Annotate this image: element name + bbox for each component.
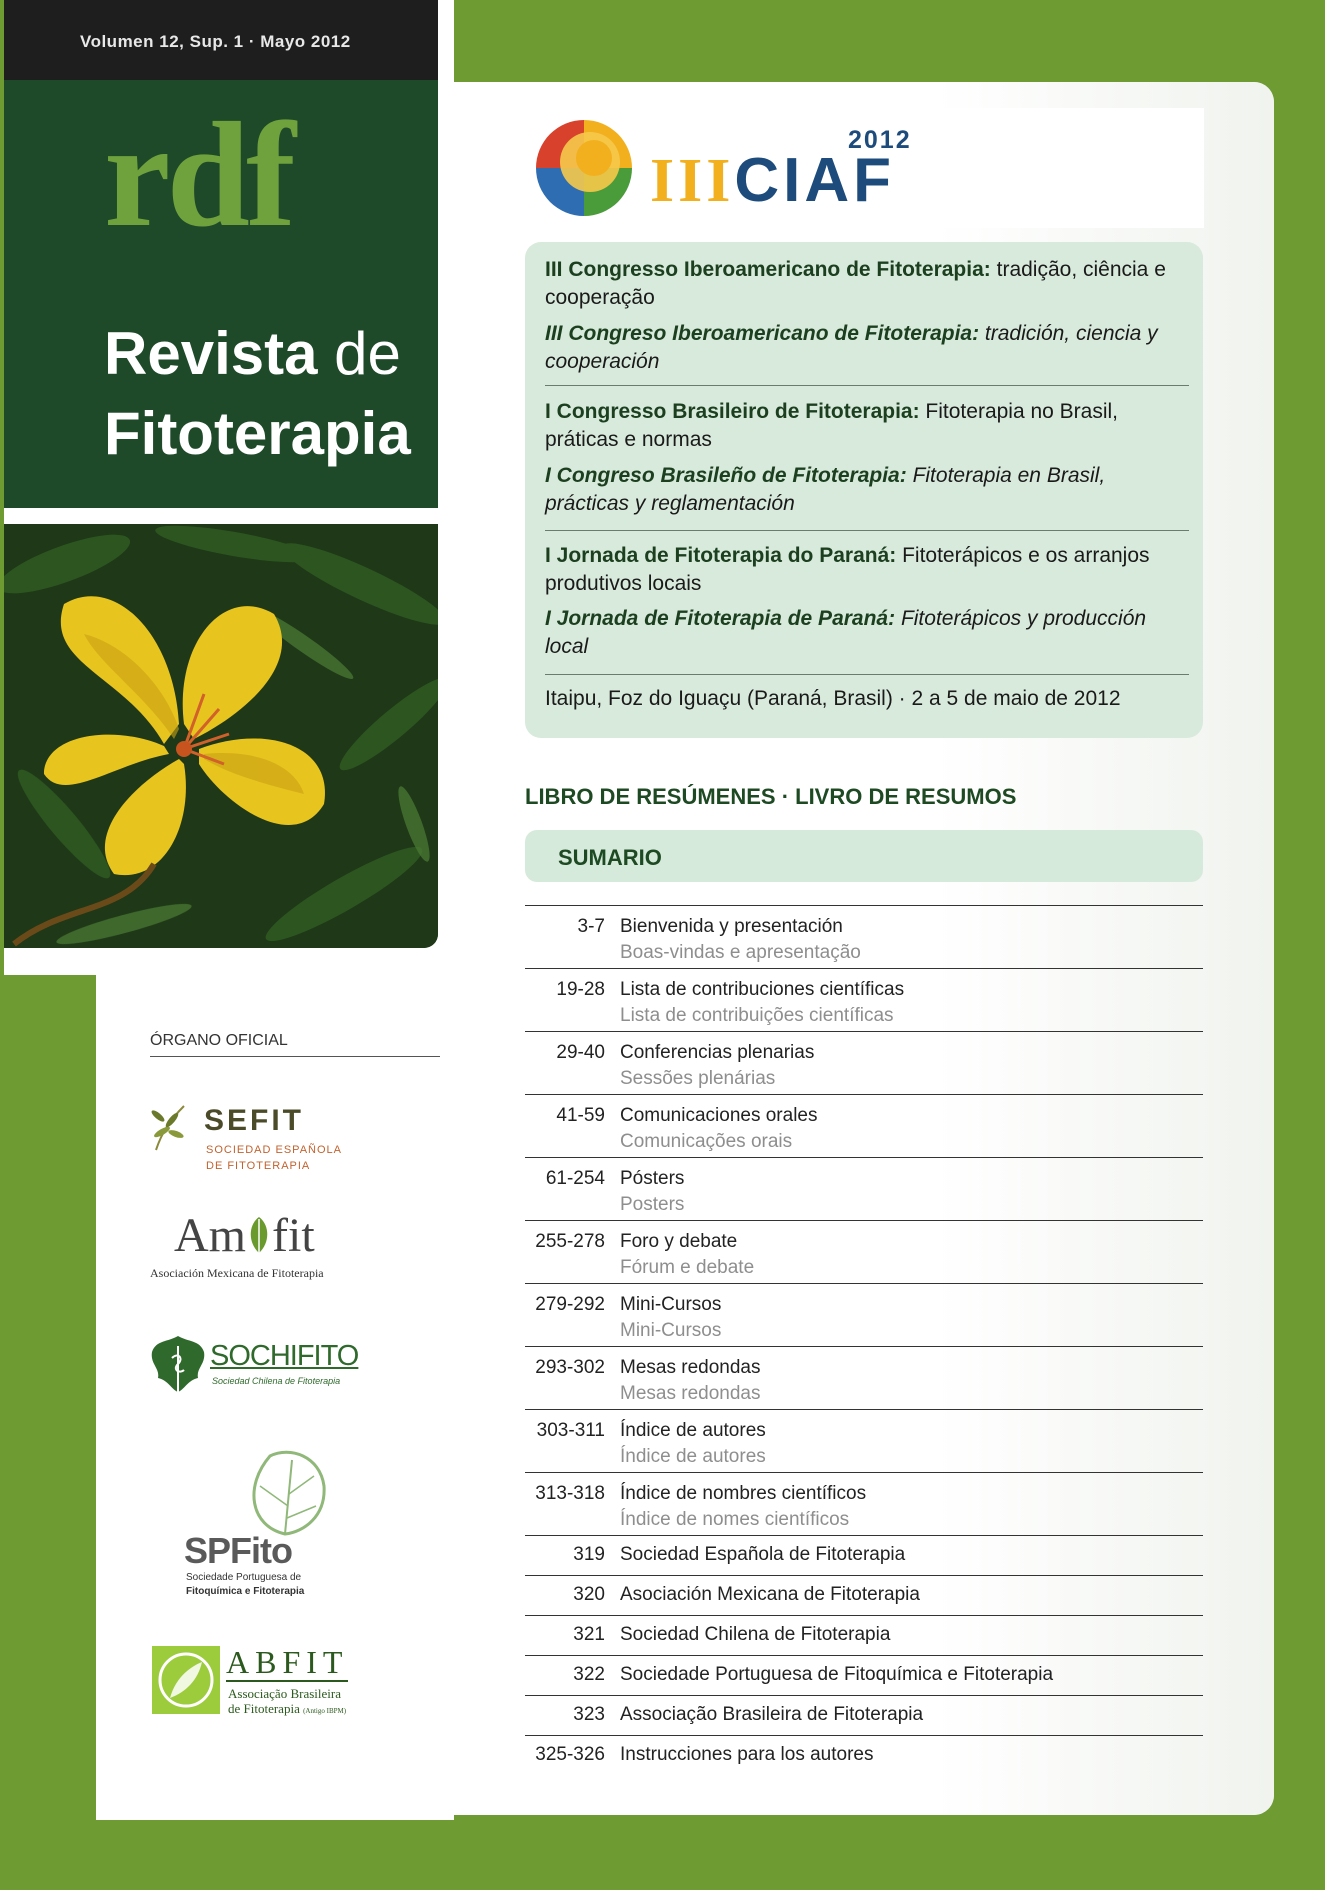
toc-pages: 293-302 xyxy=(535,1357,605,1378)
event-location: Itaipu, Foz do Iguaçu (Paraná, Brasil) · 2 a 5 de maio de 2012 xyxy=(545,687,1121,710)
amefit-name xyxy=(174,1209,315,1262)
toc-title-es: Bienvenida y presentación xyxy=(620,916,843,937)
ciaf-roman: III xyxy=(650,147,735,215)
amefit-sub: Asociación Mexicana de Fitoterapia xyxy=(150,1266,324,1280)
official-organ-label: ÓRGANO OFICIAL xyxy=(150,1032,288,1049)
spfito-name: SPFito xyxy=(184,1530,292,1571)
ciaf-name: CIAF xyxy=(734,146,896,215)
toc-title-es: Comunicaciones orales xyxy=(620,1105,818,1126)
toc-row[interactable] xyxy=(525,1535,1203,1576)
event-3-es-title: I Jornada de Fitoterapia de Paraná: xyxy=(545,607,896,630)
toc-title-es: Associação Brasileira de Fitoterapia xyxy=(620,1704,924,1725)
sefit-sub2: DE FITOTERAPIA xyxy=(206,1160,311,1172)
toc-pages: 255-278 xyxy=(535,1231,605,1252)
toc-title-es: Asociación Mexicana de Fitoterapia xyxy=(620,1584,920,1605)
toc-row[interactable] xyxy=(525,1695,1203,1736)
leaf-outline-icon xyxy=(240,1446,330,1538)
toc-title-es: Mesas redondas xyxy=(620,1357,761,1378)
event-3-es xyxy=(545,605,1195,661)
toc-row[interactable] xyxy=(525,1575,1203,1616)
toc-pages: 29-40 xyxy=(556,1042,605,1063)
masthead-abbr: rdf xyxy=(104,92,292,258)
spfito-logo xyxy=(182,1446,332,1606)
toc-pages: 279-292 xyxy=(535,1294,605,1315)
toc-row[interactable] xyxy=(525,968,1203,1032)
toc-pages: 325-326 xyxy=(535,1744,605,1765)
toc-pages: 19-28 xyxy=(556,979,605,1000)
abfit-sub2-text: de Fitoterapia xyxy=(228,1701,300,1716)
spfito-sub1: Sociedade Portuguesa de xyxy=(186,1572,302,1583)
toc-pages: 323 xyxy=(573,1704,605,1725)
toc-title-es: Sociedade Portuguesa de Fitoquímica e Fitoterapia xyxy=(620,1664,1054,1685)
toc-title-es: Lista de contribuciones científicas xyxy=(620,979,905,1000)
toc-title-es: Instrucciones para los autores xyxy=(620,1744,874,1765)
event-divider xyxy=(545,530,1189,531)
amefit-name-a: Am xyxy=(174,1209,246,1262)
toc-pages: 322 xyxy=(573,1664,605,1685)
event-1-es-rest: tradición, ciencia y xyxy=(979,322,1158,345)
masthead-title-line1 xyxy=(104,320,401,387)
toc-title-pt: Lista de contribuições científicas xyxy=(620,1005,894,1026)
toc-title-es: Índice de autores xyxy=(620,1420,766,1441)
sochifito-sub: Sociedad Chilena de Fitoterapia xyxy=(212,1376,341,1386)
event-2-pt-title: I Congresso Brasileiro de Fitoterapia: xyxy=(545,400,920,423)
sochifito-logo xyxy=(148,1332,428,1396)
masthead-de: de xyxy=(334,320,401,387)
ciaf-globe-icon xyxy=(534,118,634,218)
toc-row[interactable] xyxy=(525,1220,1203,1284)
cover-photo-flower xyxy=(4,524,438,948)
toc-title-es: Mini-Cursos xyxy=(620,1294,722,1315)
sefit-logo xyxy=(148,1102,342,1172)
toc-pages: 41-59 xyxy=(556,1105,605,1126)
toc-row[interactable] xyxy=(525,1472,1203,1536)
toc-title-es: Conferencias plenarias xyxy=(620,1042,815,1063)
toc-pages: 303-311 xyxy=(536,1420,605,1441)
spfito-sub2: Fitoquímica e Fitoterapia xyxy=(186,1586,305,1597)
toc-row[interactable] xyxy=(525,1615,1203,1656)
toc-pages: 319 xyxy=(573,1544,605,1565)
toc-title-pt: Posters xyxy=(620,1194,685,1215)
olive-branch-icon xyxy=(148,1102,190,1152)
abfit-logo xyxy=(152,1646,412,1716)
leaf-icon xyxy=(246,1221,272,1251)
abfit-sub2 xyxy=(228,1701,346,1717)
toc-pages: 61-254 xyxy=(545,1168,605,1189)
toc-pages: 320 xyxy=(573,1584,605,1605)
event-3-pt xyxy=(545,542,1195,598)
event-divider xyxy=(545,385,1189,386)
toc-row[interactable] xyxy=(525,905,1203,969)
toc-row[interactable] xyxy=(525,1031,1203,1095)
toc-row[interactable] xyxy=(525,1735,1203,1776)
toc-pages: 321 xyxy=(573,1624,605,1645)
event-2-es xyxy=(545,462,1195,518)
toc-title-pt: Sessões plenárias xyxy=(620,1068,776,1089)
toc-pages: 313-318 xyxy=(535,1483,605,1504)
event-1-pt xyxy=(545,256,1195,312)
sefit-sub1: SOCIEDAD ESPAÑOLA xyxy=(206,1144,342,1156)
event-2-es-title: I Congreso Brasileño de Fitoterapia: xyxy=(545,464,907,487)
toc-title-es: Índice de nombres científicos xyxy=(620,1483,867,1504)
toc-title-pt: Fórum e debate xyxy=(620,1257,755,1278)
toc-title-es: Pósters xyxy=(620,1168,685,1189)
amefit-name-b: fit xyxy=(272,1209,315,1262)
event-1-es-line2: cooperación xyxy=(545,350,660,373)
toc-row[interactable] xyxy=(525,1346,1203,1410)
event-3-pt-title: I Jornada de Fitoterapia do Paraná: xyxy=(545,544,897,567)
toc-title-es: Sociedad Española de Fitoterapia xyxy=(620,1544,906,1565)
amefit-logo xyxy=(150,1209,410,1282)
toc-title-es: Foro y debate xyxy=(620,1231,738,1252)
toc-title-pt: Boas-vindas e apresentação xyxy=(620,942,861,963)
flower-illustration xyxy=(4,524,438,948)
toc-row[interactable] xyxy=(525,1094,1203,1158)
toc-pages: 3-7 xyxy=(577,916,605,937)
masthead-revista: Revista xyxy=(104,320,318,387)
toc-title-pt: Mesas redondas xyxy=(620,1383,761,1404)
abfit-sub1: Associação Brasileira xyxy=(228,1686,341,1701)
event-divider xyxy=(545,674,1189,675)
toc-row[interactable] xyxy=(525,1655,1203,1696)
toc-title-es: Sociedad Chilena de Fitoterapia xyxy=(620,1624,891,1645)
event-3-pt-line2: produtivos locais xyxy=(545,572,702,595)
abfit-sub3: (Antigo IBPM) xyxy=(303,1707,347,1715)
toc-row[interactable] xyxy=(525,1283,1203,1347)
grape-leaf-icon xyxy=(148,1332,208,1396)
event-3-es-line2: local xyxy=(545,635,589,658)
abfit-name: ABFIT xyxy=(226,1644,349,1680)
abfit-leaf-icon xyxy=(152,1646,220,1714)
sumario-title: SUMARIO xyxy=(558,845,662,870)
event-1-pt-rest: tradição, ciência e xyxy=(990,258,1166,281)
official-organ-divider xyxy=(150,1056,440,1057)
event-2-es-line2: prácticas y reglamentación xyxy=(545,492,795,515)
sefit-name: SEFIT xyxy=(204,1104,305,1137)
libro-heading: LIBRO DE RESÚMENES · LIVRO DE RESUMOS xyxy=(525,784,1017,809)
event-1-es xyxy=(545,320,1195,376)
event-2-pt xyxy=(545,398,1195,454)
toc-title-pt: Mini-Cursos xyxy=(620,1320,722,1341)
volume-info: Volumen 12, Sup. 1 · Mayo 2012 xyxy=(80,32,351,51)
toc-title-pt: Índice de nomes científicos xyxy=(620,1509,850,1530)
event-2-pt-line2: práticas e normas xyxy=(545,428,712,451)
toc-row[interactable] xyxy=(525,1157,1203,1221)
event-2-pt-rest: Fitoterapia no Brasil, xyxy=(919,400,1119,423)
ciaf-title xyxy=(650,146,896,215)
event-1-pt-line2: cooperação xyxy=(545,286,655,309)
sochifito-name: SOCHIFITO xyxy=(210,1340,359,1372)
toc-title-pt: Comunicações orais xyxy=(620,1131,793,1152)
event-1-pt-title: III Congresso Iberoamericano de Fitoterapia: xyxy=(545,258,991,281)
event-1-es-title: III Congreso Iberoamericano de Fitoterapia: xyxy=(545,322,980,345)
event-2-es-rest: Fitoterapia en Brasil, xyxy=(906,464,1106,487)
masthead-title-line2: Fitoterapia xyxy=(104,400,411,467)
ciaf-year: 2012 xyxy=(848,126,912,154)
amefit-leaf-svg xyxy=(246,1215,272,1255)
event-3-es-rest: Fitoterápicos y producción xyxy=(895,607,1147,630)
toc-title-pt: Índice de autores xyxy=(620,1446,766,1467)
event-3-pt-rest: Fitoterápicos e os arranjos xyxy=(896,544,1150,567)
toc-row[interactable] xyxy=(525,1409,1203,1473)
